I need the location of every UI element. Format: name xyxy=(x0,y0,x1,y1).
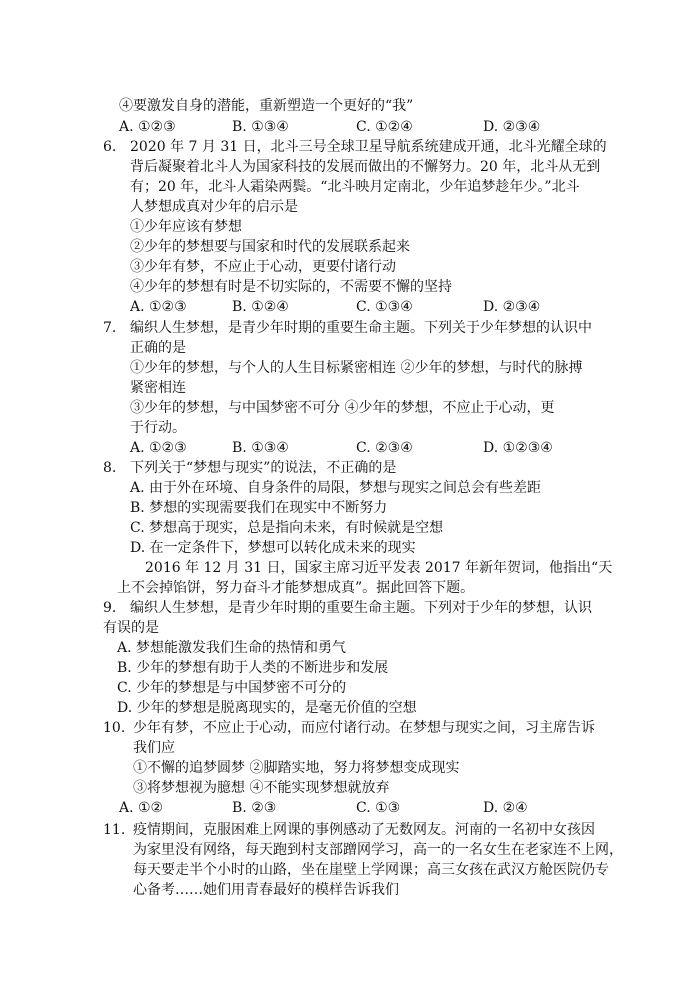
q6-stem-line: 有；20 年，北斗人霜染两鬓。“北斗映月定南北，少年追梦趁年少。”北斗 xyxy=(130,179,580,195)
q8-option-b: B. 梦想的实现需要我们在现实中不断努力 xyxy=(130,500,388,516)
q6-option-a: A. ①②③ xyxy=(130,299,187,315)
q7-option-a: A. ①②③ xyxy=(130,440,187,456)
q9-number: 9. xyxy=(103,600,117,616)
q6-option-c: C. ①③④ xyxy=(356,299,413,315)
q6-number: 6. xyxy=(103,139,117,155)
q11-stem-line: 心备考……她们用青春最好的模样告诉我们 xyxy=(133,882,399,898)
q10-option-b: B. ②③ xyxy=(232,800,277,816)
q5-option-c: C. ①②④ xyxy=(356,119,413,135)
q10-option-a: A. ①② xyxy=(119,800,164,816)
q6-option-d: D. ②③④ xyxy=(483,299,541,315)
intro-paragraph-line: 2016 年 12 月 31 日，国家主席习近平发表 2017 年新年贺词，他指出“天 xyxy=(145,560,613,576)
q9-option-a: A. 梦想能激发我们生命的热情和勇气 xyxy=(117,640,347,656)
q10-option-c: C. ①③ xyxy=(356,800,401,816)
q9-stem-line: 有误的是 xyxy=(103,620,159,636)
q6-option-b: B. ①②④ xyxy=(232,299,289,315)
q10-number: 10. xyxy=(103,720,126,736)
q6-statement: ③少年有梦，不应止于心动，更要付诸行动 xyxy=(130,259,396,275)
q8-option-d: D. 在一定条件下，梦想可以转化成未来的现实 xyxy=(130,540,416,556)
q7-number: 7. xyxy=(103,320,117,336)
q8-option-c: C. 梦想高于现实，总是指向未来，有时候就是空想 xyxy=(130,520,444,536)
q10-stem-line: 我们应 xyxy=(133,740,175,756)
q7-statement: ③少年的梦想，与中国梦密不可分 ④少年的梦想，不应止于心动，更 xyxy=(130,400,555,416)
q7-stem-line: 正确的是 xyxy=(130,340,186,356)
q8-stem-line: 下列关于“梦想与现实”的说法，不正确的是 xyxy=(130,460,397,476)
q7-stem-line: 编织人生梦想，是青少年时期的重要生命主题。下列关于少年梦想的认识中 xyxy=(130,320,592,336)
q6-stem-line: 2020 年 7 月 31 日，北斗三号全球卫星导航系统建成开通，北斗光耀全球的 xyxy=(130,139,607,155)
q11-stem-line: 每天要走半个小时的山路，坐在崖壁上学网课；高三女孩在武汉方舱医院仍专 xyxy=(133,862,609,878)
q11-number: 11. xyxy=(103,822,126,838)
q10-stem-line: 少年有梦，不应止于心动，而应付诸行动。在梦想与现实之间，习主席告诉 xyxy=(133,720,595,736)
q7-option-b: B. ①③④ xyxy=(232,440,289,456)
q6-stem-line: 人梦想成真对少年的启示是 xyxy=(130,199,298,215)
q5-option-b: B. ①③④ xyxy=(232,119,289,135)
q8-option-a: A. 由于外在环境、自身条件的局限，梦想与现实之间总会有些差距 xyxy=(130,480,542,496)
q10-statement: ③将梦想视为臆想 ④不能实现梦想就放弃 xyxy=(133,780,390,796)
q11-stem-line: 疫情期间，克服困难上网课的事例感动了无数网友。河南的一名初中女孩因 xyxy=(133,822,595,838)
q6-statement: ②少年的梦想要与国家和时代的发展联系起来 xyxy=(130,239,410,255)
q8-number: 8. xyxy=(103,460,117,476)
q5-option-a: A. ①②③ xyxy=(119,119,176,135)
q6-stem-line: 背后凝聚着北斗人为国家科技的发展而做出的不懈努力。20 年，北斗从无到 xyxy=(130,159,601,175)
q7-option-c: C. ②③④ xyxy=(356,440,413,456)
q7-statement: ①少年的梦想，与个人的人生目标紧密相连 ②少年的梦想，与时代的脉搏 xyxy=(130,360,583,376)
q5-statement-4: ④要激发自身的潜能，重新塑造一个更好的“我” xyxy=(119,98,414,114)
q9-option-c: C. 少年的梦想是与中国梦密不可分的 xyxy=(117,680,347,696)
q9-option-d: D. 少年的梦想是脱离现实的，是毫无价值的空想 xyxy=(117,700,417,716)
intro-paragraph-line: 上不会掉馅饼，努力奋斗才能梦想成真”。据此回答下题。 xyxy=(117,580,475,596)
q7-statement: 紧密相连 xyxy=(130,380,186,396)
q6-statement: ①少年应该有梦想 xyxy=(130,219,242,235)
q10-statement: ①不懈的追梦圆梦 ②脚踏实地，努力将梦想变成现实 xyxy=(133,760,460,776)
q5-option-d: D. ②③④ xyxy=(483,119,541,135)
q9-stem-line: 编织人生梦想，是青少年时期的重要生命主题。下列对于少年的梦想，认识 xyxy=(130,600,592,616)
q7-statement: 于行动。 xyxy=(130,420,186,436)
q11-stem-line: 为家里没有网络，每天跑到村支部蹭网学习，高一的一名女生在老家连不上网， xyxy=(133,842,623,858)
q6-statement: ④少年的梦想有时是不切实际的，不需要不懈的坚持 xyxy=(130,279,452,295)
q7-option-d: D. ①②③④ xyxy=(483,440,553,456)
q9-option-b: B. 少年的梦想有助于人类的不断进步和发展 xyxy=(117,660,389,676)
q10-option-d: D. ②④ xyxy=(483,800,528,816)
